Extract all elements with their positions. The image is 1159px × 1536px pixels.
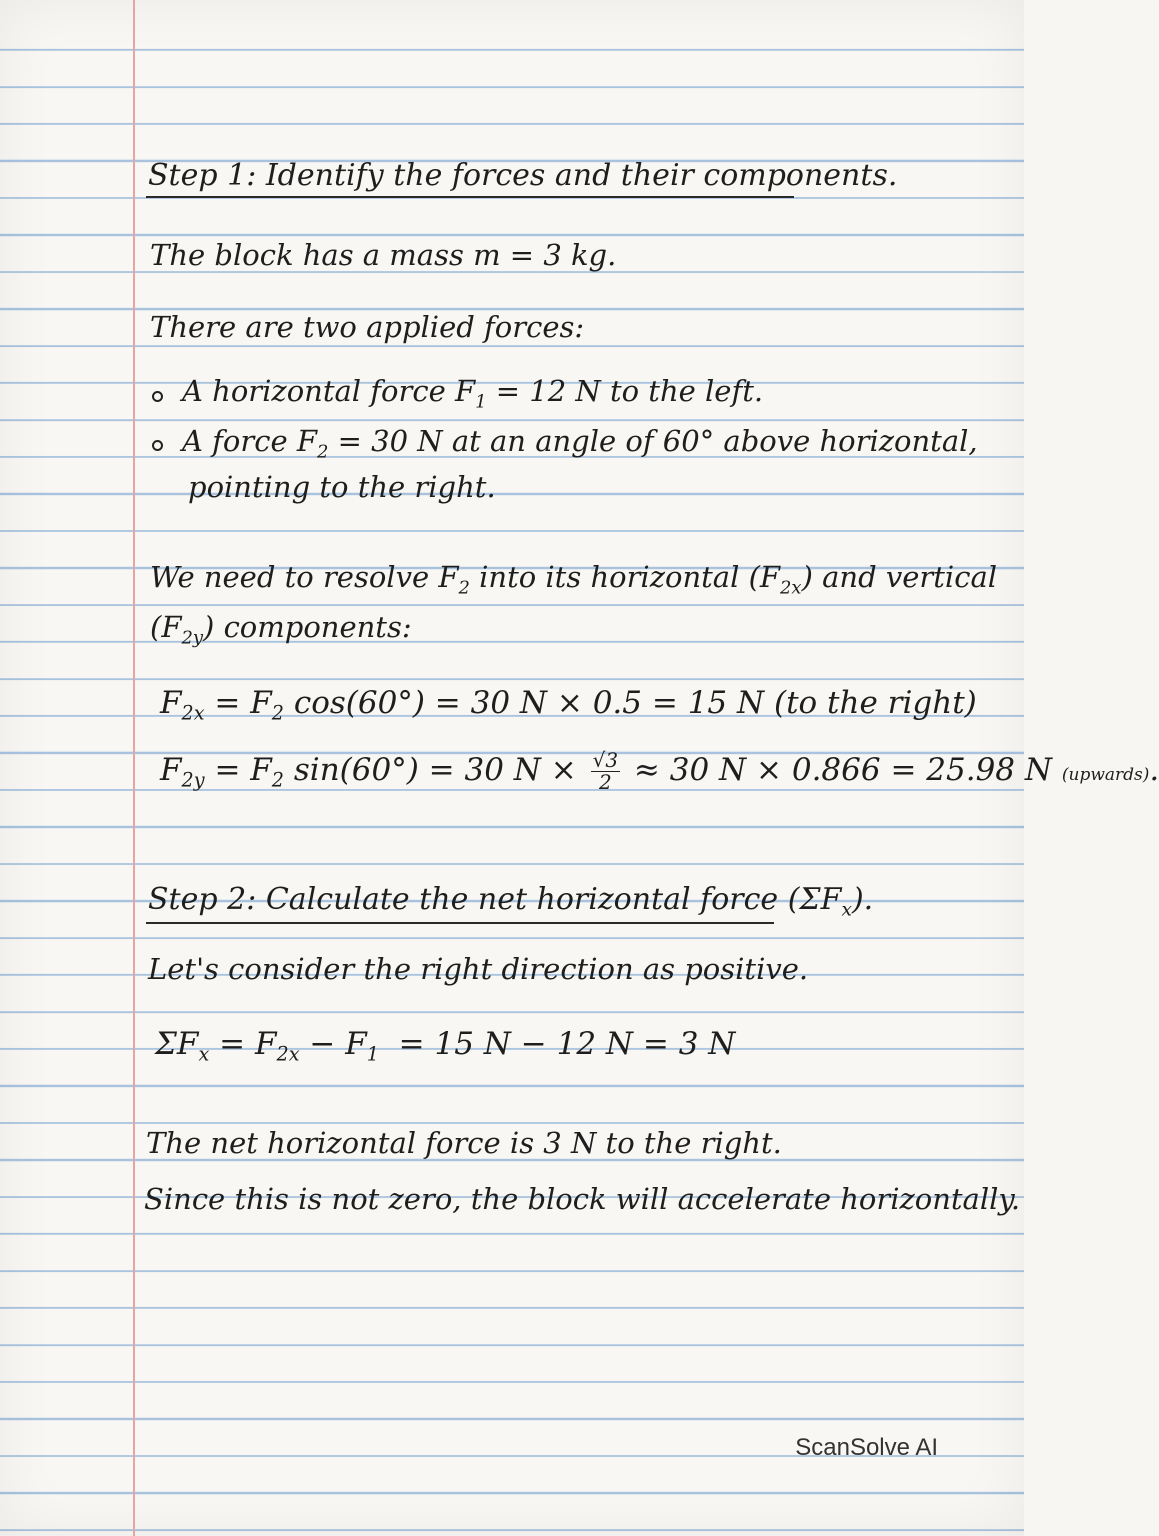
conclusion-2: Since this is not zero, the block will accelerate horizontally.	[144, 1182, 1021, 1216]
bullet-marker	[152, 391, 163, 402]
bullet-marker	[152, 440, 163, 451]
step1-heading: Step 1: Identify the forces and their components.	[148, 158, 898, 193]
resolve-line-1: We need to resolve $F_2$ into its horizontal $(F_{2x})$ and vertical	[150, 560, 998, 599]
resolve-line-2: $(F_{2y})$ components:	[150, 610, 412, 649]
equation-f2x: $F_{2x} = F_2$ cos(60°) = 30 N × 0.5 = 15 N (to the right)	[160, 685, 977, 725]
conclusion-1: The net horizontal force is 3 N to the right.	[146, 1126, 782, 1160]
bullet-force-2: A force $F_2 = 30$ N at an angle of 60° above horizontal,	[182, 424, 978, 463]
step2-underline	[146, 922, 774, 924]
step2-heading: Step 2: Calculate the net horizontal force $(\Sigma F_x)$.	[148, 882, 874, 921]
bullet-force-1: A horizontal force $F_1 = 12$ N to the left.	[182, 374, 764, 413]
sqrt3-over-2-fraction: $\frac{√3}{2}$	[592, 748, 619, 794]
equation-net-force: $\Sigma F_x = F_{2x} - F_1 = 15$ N − 12 N = 3 N	[155, 1026, 736, 1066]
bullet-force-2-cont: pointing to the right.	[188, 470, 496, 504]
brand-watermark: ScanSolve AI	[795, 1434, 938, 1461]
forces-intro: There are two applied forces:	[150, 310, 585, 344]
mass-line: The block has a mass m = 3 kg.	[150, 238, 617, 272]
equation-f2y: $F_{2y} = F_2$ sin(60°) = 30 N × $\frac{√3}{2}$ ≈ 30 N × 0.866 = 25.98 N (upwards).	[160, 748, 1159, 794]
margin-line	[133, 0, 135, 1536]
positive-direction: Let's consider the right direction as positive.	[148, 952, 809, 986]
step1-underline	[146, 196, 794, 198]
